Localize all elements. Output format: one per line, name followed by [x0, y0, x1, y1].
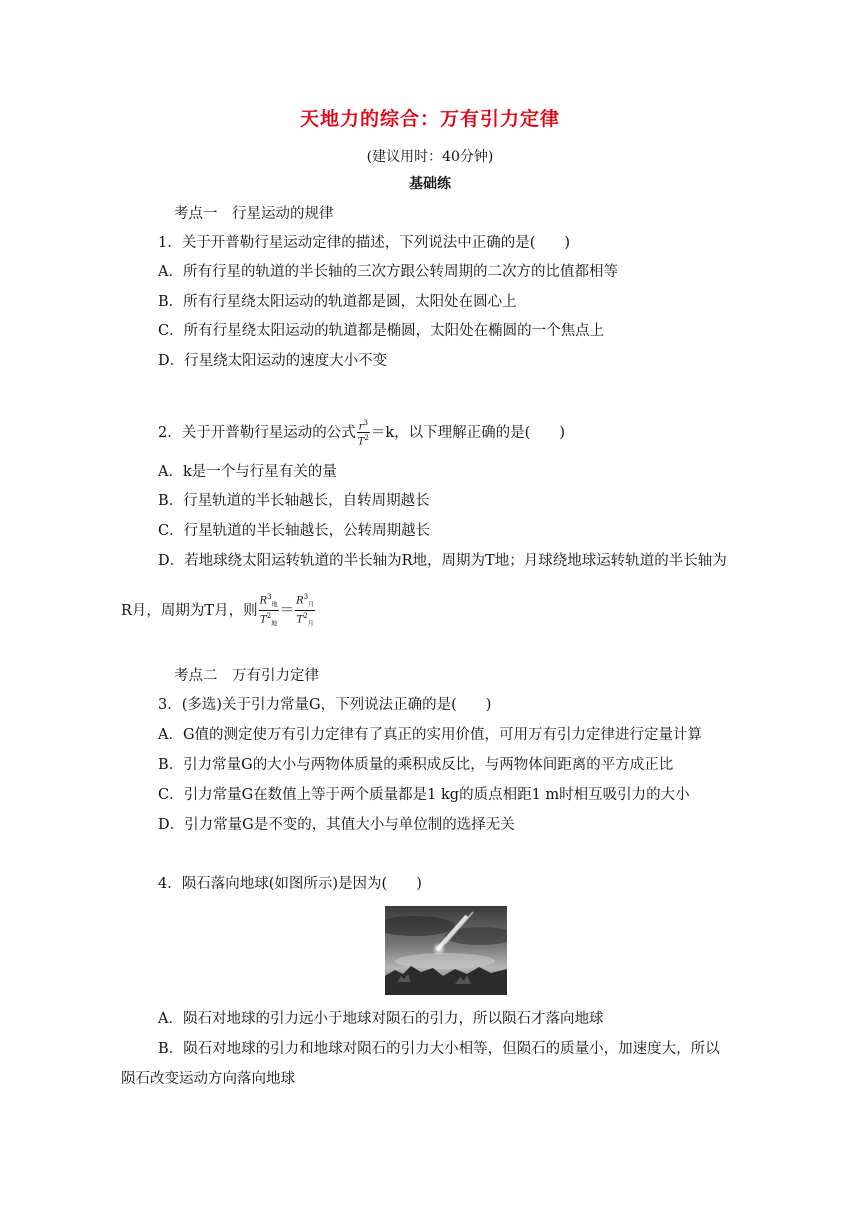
question-2-option-d-line2: R月，周期为T月，则 $\frac{R^3_地}{T^2_地}$ ＝ $\frac{R^3_月}{T^2_月}$	[121, 593, 315, 628]
ratio-earth: $\frac{R^3_地}{T^2_地}$	[259, 593, 278, 628]
question-4-option-b-line2: 陨石改变运动方向落向地球	[121, 1071, 295, 1087]
topic-heading-1: 考点一 行星运动的规律	[174, 206, 334, 222]
question-1-option-b: B．所有行星绕太阳运动的轨道都是圆，太阳处在圆心上	[158, 294, 517, 310]
question-2-stem-post: ＝k，以下理解正确的是( )	[370, 424, 565, 441]
question-3-stem: 3．(多选)关于引力常量G，下列说法正确的是( )	[158, 697, 492, 713]
question-3-option-a: A．G值的测定使万有引力定律有了真正的实用价值，可用万有引力定律进行定量计算	[158, 727, 703, 743]
question-1-stem: 1．关于开普勒行星运动定律的描述，下列说法中正确的是( )	[158, 235, 571, 251]
question-3-option-c: C．引力常量G在数值上等于两个质量都是1 kg的质点相距1 m时相互吸引力的大小	[158, 787, 690, 803]
kepler-formula: $\frac{r^3}{T^2}$	[357, 419, 369, 448]
question-2-stem-pre: 2．关于开普勒行星运动的公式	[158, 424, 356, 441]
question-1-option-c: C．所有行星绕太阳运动的轨道都是椭圆，太阳处在椭圆的一个焦点上	[158, 323, 605, 339]
page-title: 天地力的综合：万有引力定律	[299, 108, 560, 130]
question-2-option-c: C．行星轨道的半长轴越长，公转周期越长	[158, 523, 431, 539]
question-4-option-a: A．陨石对地球的引力远小于地球对陨石的引力，所以陨石才落向地球	[158, 1011, 604, 1027]
question-3-option-b: B．引力常量G的大小与两物体质量的乘积成反比，与两物体间距离的平方成正比	[158, 757, 674, 773]
question-2-option-d-line1: D．若地球绕太阳运转轨道的半长轴为R地，周期为T地；月球绕地球运转轨道的半长轴为	[158, 553, 727, 569]
topic-heading-2: 考点二 万有引力定律	[174, 668, 319, 684]
question-3-option-d: D．引力常量G是不变的，其值大小与单位制的选择无关	[158, 817, 515, 833]
question-4-option-b-line1: B．陨石对地球的引力和地球对陨石的引力大小相等，但陨石的质量小，加速度大，所以	[158, 1041, 720, 1057]
meteorite-image	[385, 906, 507, 995]
section-heading: 基础练	[409, 176, 451, 192]
time-suggestion: (建议用时：40分钟)	[366, 149, 494, 165]
question-1-option-d: D．行星绕太阳运动的速度大小不变	[158, 353, 388, 369]
question-2-option-d-line2-text: R月，周期为T月，则	[121, 602, 258, 619]
question-1-option-a: A．所有行星的轨道的半长轴的三次方跟公转周期的二次方的比值都相等	[158, 264, 618, 280]
question-4-stem: 4．陨石落向地球(如图所示)是因为( )	[158, 876, 422, 892]
question-2-option-a: A．k是一个与行星有关的量	[158, 464, 337, 480]
ratio-moon: $\frac{R^3_月}{T^2_月}$	[296, 593, 315, 628]
question-2-option-b: B．行星轨道的半长轴越长，自转周期越长	[158, 493, 430, 509]
question-2-stem	[158, 418, 565, 448]
